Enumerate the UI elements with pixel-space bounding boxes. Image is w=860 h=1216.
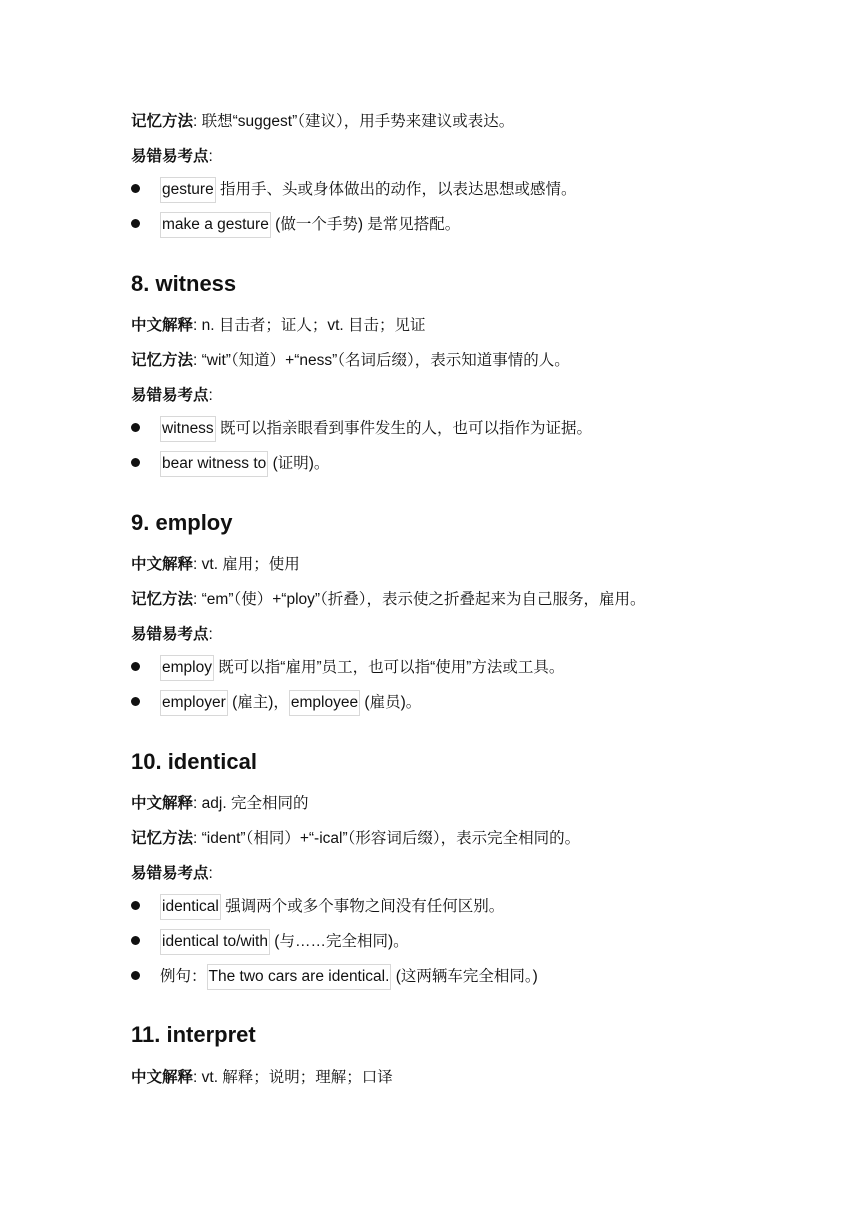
list-item xyxy=(131,690,421,716)
term-code: employ xyxy=(160,655,214,681)
memory-line: 记忆方法: 联想“suggest”（建议），用手势来建议或表达。 xyxy=(131,113,515,130)
meaning-text: n. 目击者；证人；vt. 目击；见证 xyxy=(201,317,426,334)
meaning-line: 中文解释: vt. 解释；说明；理解；口译 xyxy=(131,1069,393,1086)
meaning-label: 中文解释 xyxy=(131,317,194,334)
bullet-text: (雇主)， xyxy=(232,694,289,711)
memory-label: 记忆方法 xyxy=(131,830,194,847)
meaning-text: vt. 解释；说明；理解；口译 xyxy=(201,1069,393,1086)
list-item xyxy=(131,416,592,442)
bullet-icon xyxy=(131,697,140,706)
bullet-text: 强调两个或多个事物之间没有任何区别。 xyxy=(225,898,505,915)
pitfalls-label: 易错易考点 xyxy=(131,148,209,165)
section-title-witness: 8. witness xyxy=(131,271,237,296)
bullet-icon xyxy=(131,423,140,432)
pitfalls-label: 易错易考点 xyxy=(131,865,209,882)
bullet-icon xyxy=(131,971,140,980)
bullet-text: (雇员)。 xyxy=(364,694,422,711)
bullet-text: (这两辆车完全相同。) xyxy=(395,968,538,985)
pitfalls-label: 易错易考点 xyxy=(131,626,209,643)
memory-line: 记忆方法: “em”（使）+“ploy”（折叠），表示使之折叠起来为自己服务，雇用。 xyxy=(131,591,646,608)
meaning-line: 中文解释: adj. 完全相同的 xyxy=(131,795,309,812)
meaning-text: vt. 雇用；使用 xyxy=(201,556,300,573)
list-item xyxy=(131,894,504,920)
example-code: The two cars are identical. xyxy=(207,964,392,990)
bullet-text: (做一个手势) 是常见搭配。 xyxy=(275,216,461,233)
bullet-icon xyxy=(131,458,140,467)
pitfalls-label: 易错易考点 xyxy=(131,387,209,404)
meaning-line: 中文解释: n. 目击者；证人；vt. 目击；见证 xyxy=(131,317,426,334)
list-item xyxy=(131,655,564,681)
list-item xyxy=(131,177,577,203)
bullet-text: 既可以指“雇用”员工，也可以指“使用”方法或工具。 xyxy=(218,659,565,676)
bullet-text: 既可以指亲眼看到事件发生的人，也可以指作为证据。 xyxy=(220,420,593,437)
meaning-line: 中文解释: vt. 雇用；使用 xyxy=(131,556,300,573)
bullet-icon xyxy=(131,662,140,671)
memory-label: 记忆方法 xyxy=(131,113,194,130)
section-title-employ: 9. employ xyxy=(131,510,233,535)
list-item xyxy=(131,212,460,238)
list-item xyxy=(131,929,409,955)
meaning-label: 中文解释 xyxy=(131,556,194,573)
term-code: bear witness to xyxy=(160,451,268,477)
section-title-identical: 10. identical xyxy=(131,749,257,774)
term-code: identical xyxy=(160,894,221,920)
meaning-text: adj. 完全相同的 xyxy=(201,795,309,812)
bullet-icon xyxy=(131,901,140,910)
memory-line: 记忆方法: “ident”（相同）+“-ical”（形容词后缀），表示完全相同的。 xyxy=(131,830,581,847)
term-code: identical to/with xyxy=(160,929,270,955)
term-code: employer xyxy=(160,690,228,716)
pitfalls-line: 易错易考点: xyxy=(131,626,213,643)
bullet-text: (证明)。 xyxy=(272,455,330,472)
bullet-text: (与……完全相同)。 xyxy=(274,933,409,950)
list-item xyxy=(131,451,329,477)
meaning-label: 中文解释 xyxy=(131,795,194,812)
bullet-icon xyxy=(131,936,140,945)
memory-text: “ident”（相同）+“-ical”（形容词后缀），表示完全相同的。 xyxy=(201,830,581,847)
memory-text: 联想“suggest”（建议），用手势来建议或表达。 xyxy=(201,113,515,130)
section-title-interpret: 11. interpret xyxy=(131,1022,256,1047)
memory-text: “wit”（知道）+“ness”（名词后缀），表示知道事情的人。 xyxy=(201,352,570,369)
term-code: employee xyxy=(289,690,360,716)
pitfalls-line: 易错易考点: xyxy=(131,387,213,404)
term-code: gesture xyxy=(160,177,216,203)
term-code: make a gesture xyxy=(160,212,271,238)
memory-label: 记忆方法 xyxy=(131,591,194,608)
pitfalls-line: 易错易考点: xyxy=(131,148,213,165)
bullet-icon xyxy=(131,219,140,228)
term-code: witness xyxy=(160,416,216,442)
list-item xyxy=(131,964,538,990)
pitfalls-line: 易错易考点: xyxy=(131,865,213,882)
memory-label: 记忆方法 xyxy=(131,352,194,369)
memory-line: 记忆方法: “wit”（知道）+“ness”（名词后缀），表示知道事情的人。 xyxy=(131,352,570,369)
meaning-label: 中文解释 xyxy=(131,1069,194,1086)
bullet-icon xyxy=(131,184,140,193)
example-prefix: 例句： xyxy=(160,968,207,985)
bullet-text: 指用手、头或身体做出的动作，以表达思想或感情。 xyxy=(220,181,577,198)
memory-text: “em”（使）+“ploy”（折叠），表示使之折叠起来为自己服务，雇用。 xyxy=(201,591,646,608)
